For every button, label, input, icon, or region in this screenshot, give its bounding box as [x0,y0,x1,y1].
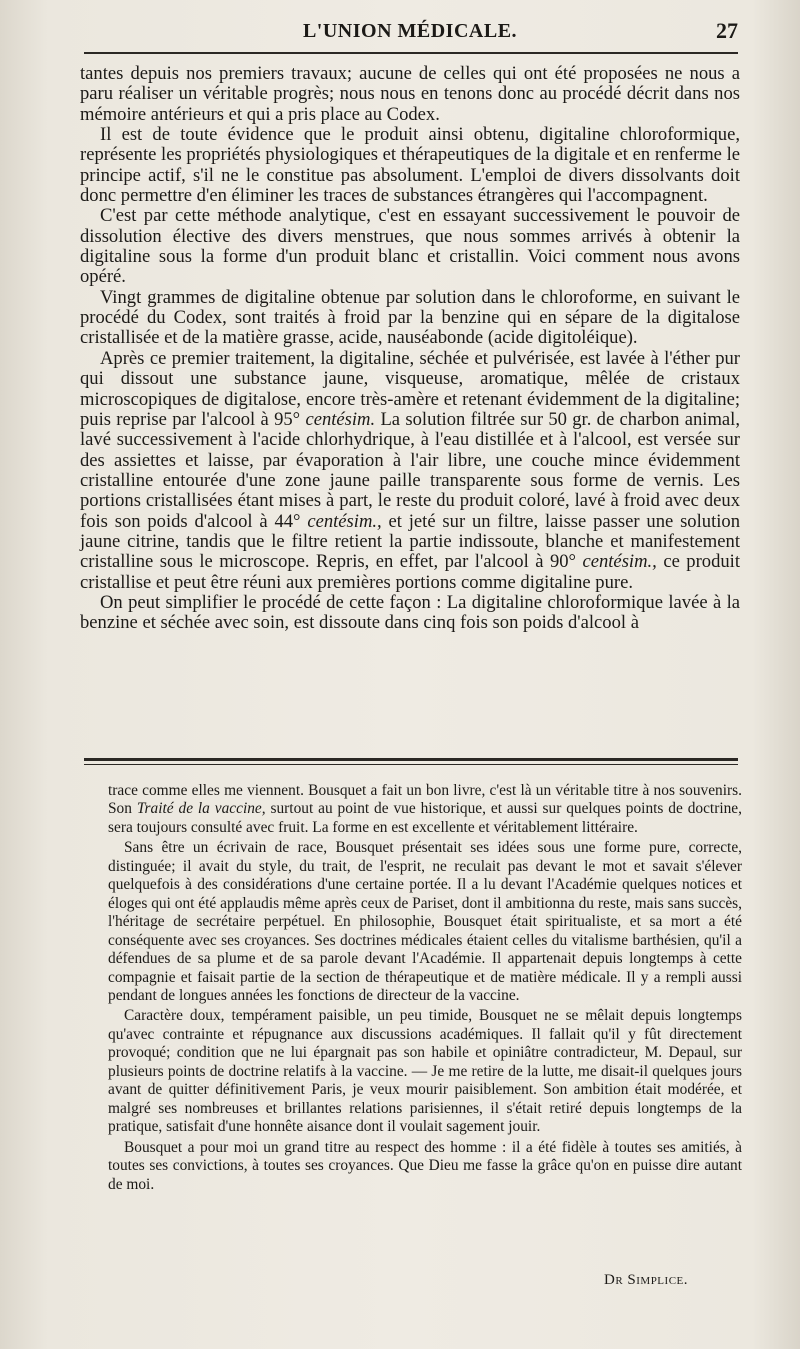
journal-title: L'UNION MÉDICALE. [302,20,518,42]
emphasis-centesim-3: centésim., [582,551,657,573]
emphasis-centesim-1: centésim. [305,408,376,430]
footnote-1-part-a: trace comme elles me viennent. Bousquet a fait un bon livre, c'est là un véritable titre à nos souvenirs. Son [108,782,742,818]
paragraph-2: Il est de toute évidence que le produit ainsi obtenu, digitaline chloroformique, représente les propriétés physiologiques et thérapeutiques de la digitale et en renferme le principe actif, s'il ne le constitue pas absolument. L'emploi de divers dissolvants doit donc permettre d'en éliminer les traces de substances étrangères qui l'accompagnent. [80,124,740,207]
footnote-paragraph-3: Caractère doux, tempérament paisible, un peu timide, Bousquet ne se mêlait depuis longtemps qu'avec contrainte et répugnance aux discussions académiques. Il fallait qu'il y fût directement provoqué; condition que ne lui épargnait pas son habile et opiniâtre contradicteur, M. Depaul, sur plusieurs points de doctrine relatifs à la vaccine. — Je me retire de la lutte, me disait-il quelques jours avant de quitter définitivement Paris, je veux mourir paisiblement. Son ambition était modérée, et malgré ses nombreuses et brillantes relations parisiennes, il s'était retiré depuis longtemps de la pratique, satisfait d'une honnête aisance dont il voulait sagement jouir. [108,1007,742,1136]
footnote-block [108,782,742,1196]
paragraph-1: tantes depuis nos premiers travaux; aucune de celles qui ont été proposées ne nous a paru réaliser un véritable progrès; nous nous en tenons donc au procédé décrit dans nos mémoire antérieurs et qui a pris place au Codex. [80,63,740,125]
emphasis-centesim-2: centésim., [307,510,382,532]
main-body-text [80,64,740,634]
page-number: 27 [716,18,738,43]
footnote-1-part-b: surtout au point de vue historique, et aussi sur quelques points de doctrine, sera toujours consulté avec fruit. La forme en est excellente et véritablement littéraire. [108,800,742,836]
emphasis-book-title: Traité de la vaccine, [136,800,266,818]
author-signature: Dr Simplice. [603,1272,688,1288]
paragraph-6: On peut simplifier le procédé de cette façon : La digitaline chloroformique lavée à la benzine et séchée avec soin, est dissoute dans cinq fois son poids d'alcool à [80,591,740,634]
paragraph-5-part-d: ce produit cristallise et peut être réuni aux premières portions comme digitaline pure. [80,551,741,593]
paragraph-5-part-c: et jeté sur un filtre, laisse passer une solution jaune citrine, tandis que le filtre retient la partie indissoute, blanche et manifestement cristalline sous le microscope. Repris, en effet, par l'alcool à 90° [80,510,740,573]
header-rule [84,52,738,54]
paragraph-5-part-b: La solution filtrée sur 50 gr. de charbon animal, lavé successivement à l'acide chlorhydrique, à l'eau distillée et à l'alcool, est versée sur des assiettes et laisse, par évaporation à l'air libre, une couche mince évidemment cristalline entourée d'une zone jaune paille transparente sous forme de vernis. Les portions cristallisées étant mises à part, le reste du produit coloré, lavé à froid avec deux fois son poids d'alcool à 44° [80,408,740,532]
paragraph-5 [80,349,740,593]
paragraph-5-part-a: Après ce premier traitement, la digitaline, séchée et pulvérisée, est lavée à l'éther pur qui dissout une substance jaune, visqueuse, aromatique, mêlée de cristaux microscopiques de digitalose, encore très-amère et retenant évidemment de la digitaline; puis reprise par l'alcool à 95° [80,347,740,430]
running-head [80,18,740,48]
footnote-paragraph-4: Bousquet a pour moi un grand titre au respect des homme : il a été fidèle à toutes ses amitiés, à toutes ses convictions, à toutes ses croyances. Que Dieu me fasse la grâce qu'on en puisse dire autant de moi. [108,1138,742,1193]
paragraph-3: C'est par cette méthode analytique, c'est en essayant successivement le pouvoir de dissolution élective des divers menstrues, que nous sommes arrivés à obtenir la digitaline sous la forme d'un produit blanc et cristallin. Voici comment nous avons opéré. [80,205,740,288]
footnote-paragraph-2: Sans être un écrivain de race, Bousquet présentait ses idées sous une forme pure, correcte, distinguée; il avait du style, du trait, de l'esprit, ne reculait pas devant le mot et savait s'élever quelquefois à des considérations d'une certaine portée. Il a lu devant l'Académie quelques notices et éloges qui ont été applaudis même après ceux de Pariset, dont il ambitionna du reste, mais sans succès, l'héritage de secrétaire perpétuel. En philosophie, Bousquet était spiritualiste, et sa mort a été conséquente avec ses croyances. Ses doctrines médicales étaient celles du vitalisme barthésien, qu'il a défendues de sa plume et de sa parole devant l'Académie. Il appartenait depuis longtemps à cette compagnie et faisait partie de la section de thérapeutique et de matière médicale. Il y a rempli aussi pendant de longues années les fonctions de directeur de la vaccine. [108,839,742,1004]
paragraph-4: Vingt grammes de digitaline obtenue par solution dans le chloroforme, en suivant le procédé du Codex, sont traités à froid par la benzine qui en sépare de la digitalose cristallisée et de la matière grasse, acide, nauséabonde (acide digitoléique). [80,286,740,349]
footnote-paragraph-1 [108,782,742,837]
footnote-separator [84,758,738,768]
